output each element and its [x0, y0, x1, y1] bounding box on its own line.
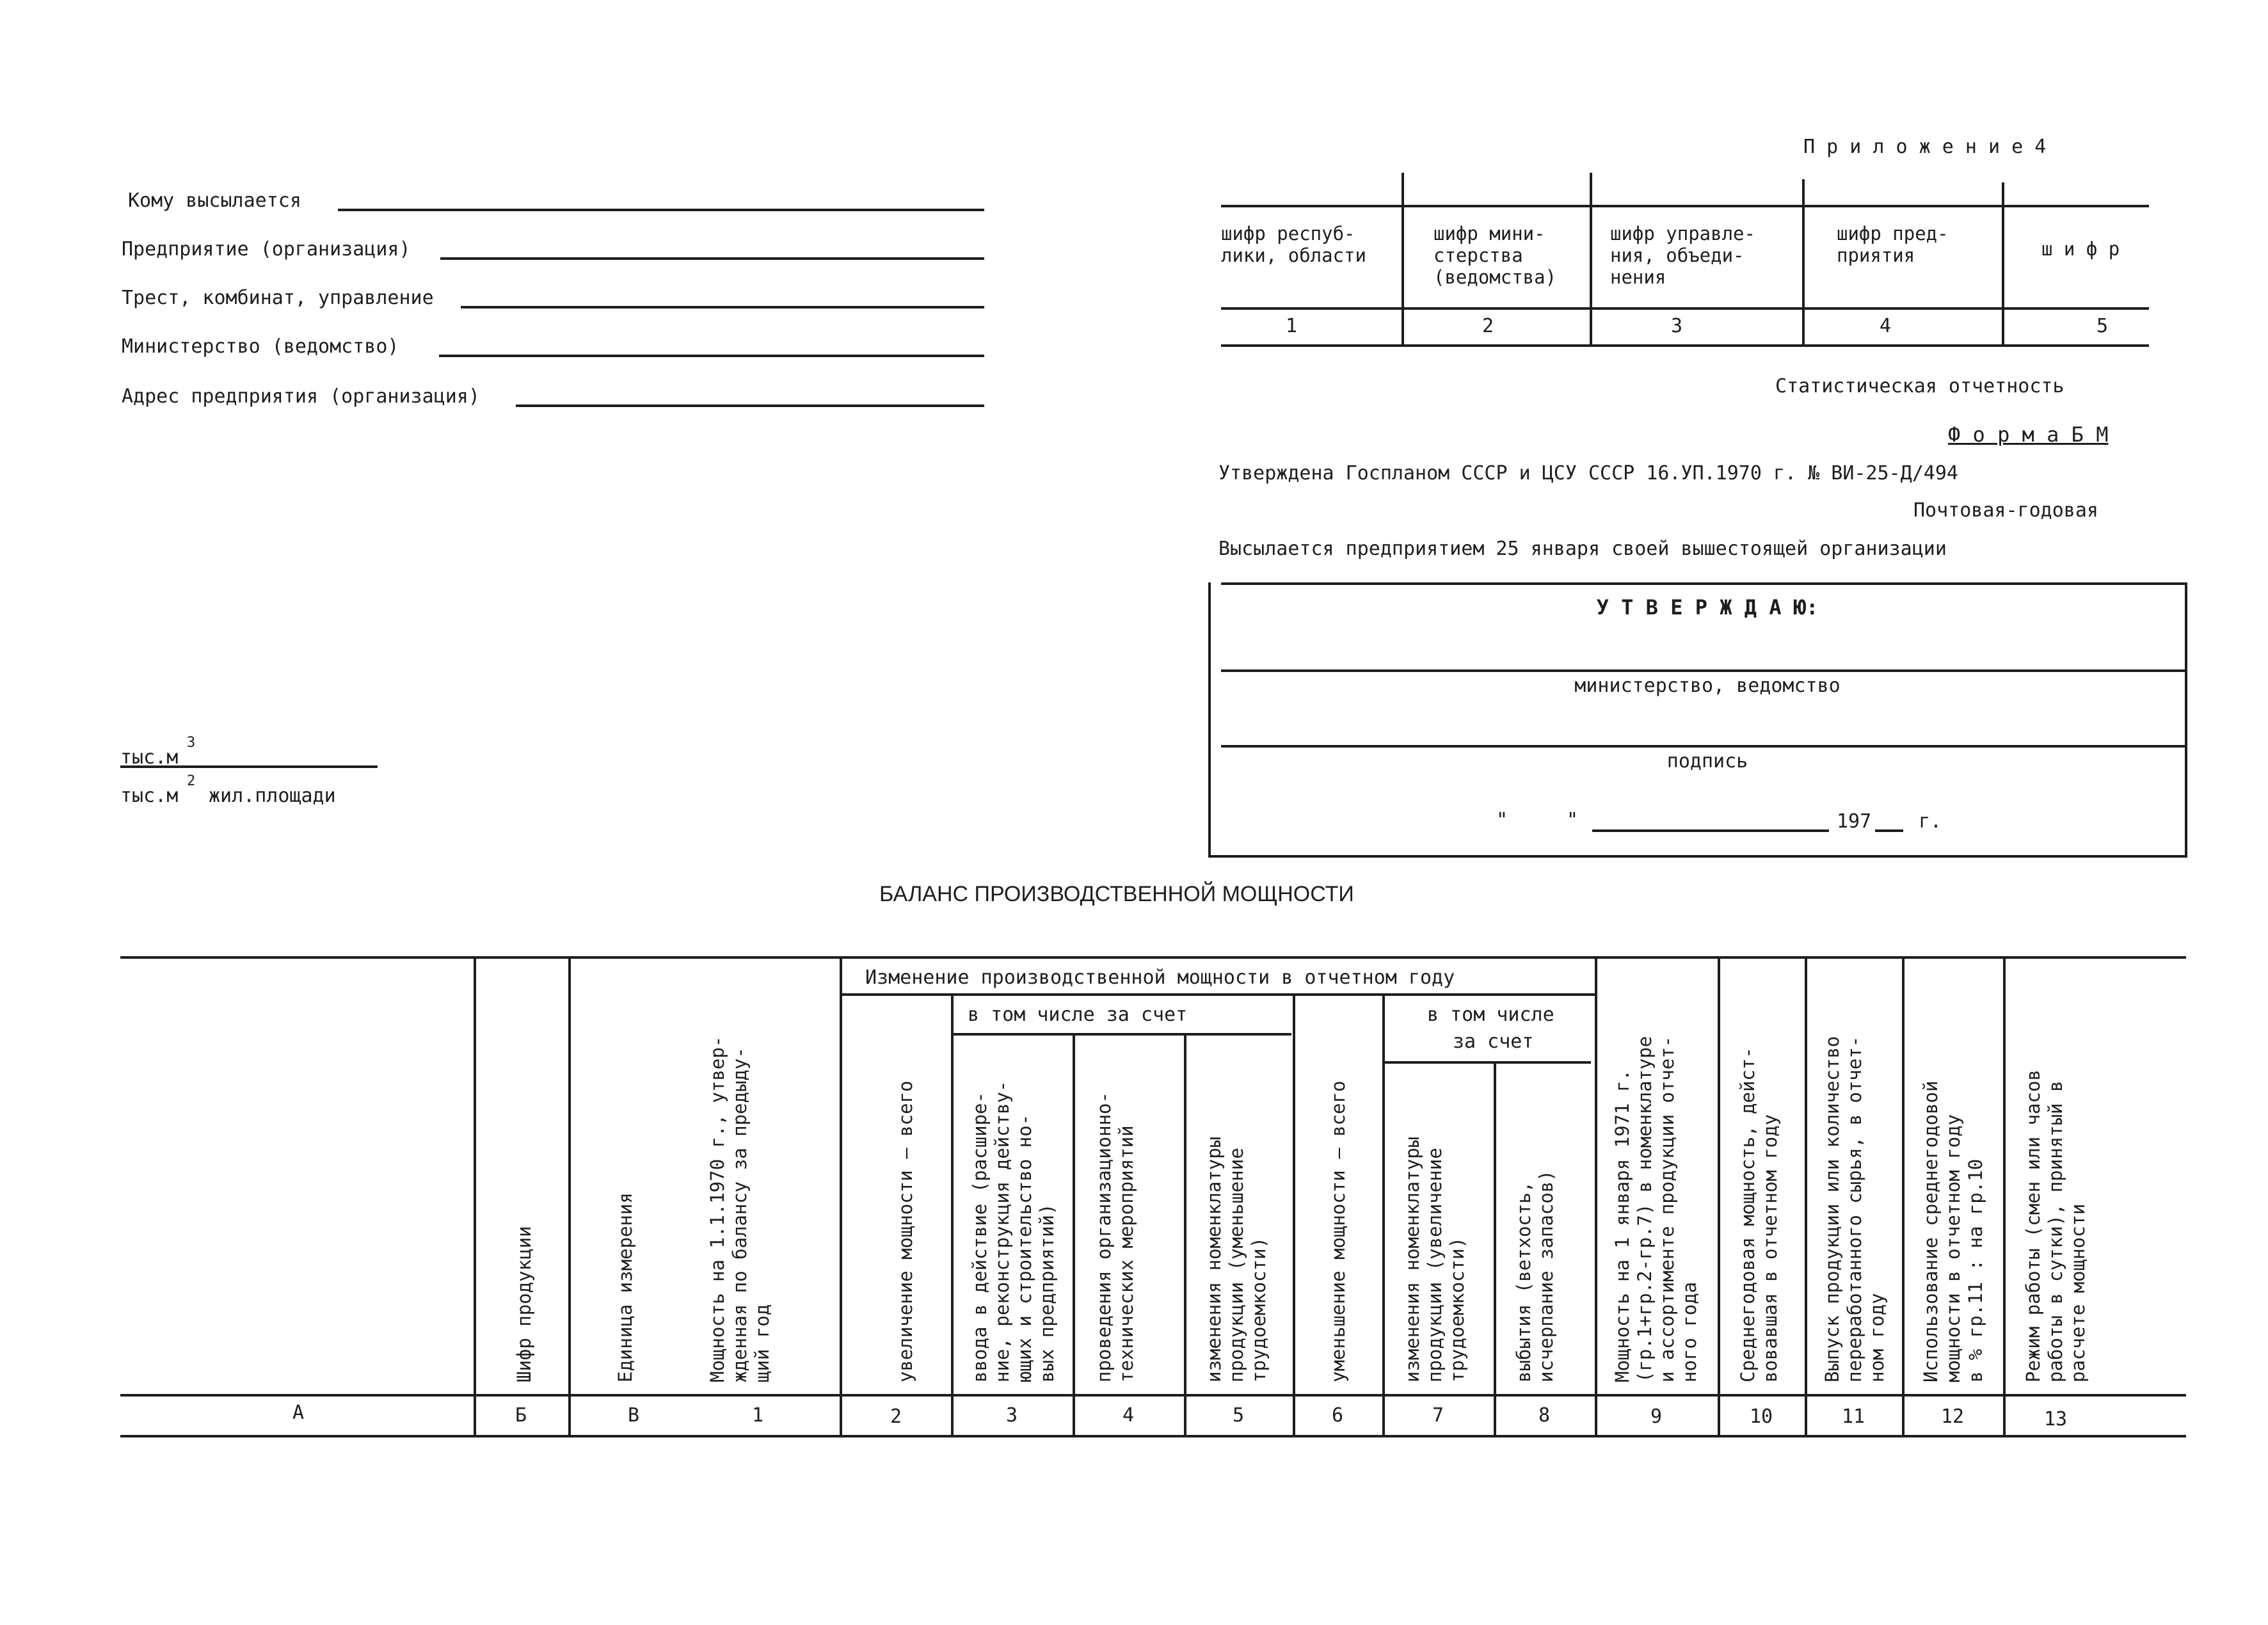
col-number: 3 [1005, 1404, 1018, 1427]
group-header: Изменение производственной мощности в отчетном году [865, 966, 1455, 989]
stat-reporting-label: Статистическая отчетность [1775, 375, 2064, 397]
column-divider [1595, 956, 1597, 1435]
code-header-text: (ведомства) [1433, 266, 1557, 288]
unit-cubic-sup: 3 [187, 735, 196, 751]
codes-table-divider [1590, 173, 1592, 344]
codes-table-mid-line [1221, 307, 2149, 310]
column-divider [1382, 993, 1385, 1435]
field-label-ministry: Министерство (ведомство) [122, 335, 399, 358]
col-number: 11 [1841, 1405, 1865, 1428]
column-divider [1718, 956, 1720, 1435]
periodicity: Почтовая-годовая [1913, 499, 2098, 522]
approval-box-bottom [1208, 855, 2187, 858]
sent-by: Высылается предприятием 25 января своей вышестоящей организации [1218, 538, 1947, 560]
col-header-unit: Единица измерения [614, 1192, 636, 1382]
approval-signature-label: подпись [1666, 750, 1748, 772]
date-year: 197 [1837, 810, 1872, 833]
col-header-retirement: выбытия (ветхость, исчерпание запасов) [1513, 1170, 1557, 1382]
field-line-recipient[interactable] [338, 209, 984, 211]
column-divider [1293, 993, 1295, 1435]
date-quote-open: " [1496, 809, 1508, 831]
code-number: 3 [1670, 315, 1683, 337]
incl-header-2b: за счет [1450, 1030, 1536, 1053]
field-label-recipient: Кому высылается [128, 189, 301, 212]
unit-square: тыс.м [120, 785, 179, 807]
col-header-capacity-end: Мощность на 1 января 1971 г. (гр.1+гр.2-гр.7) в номенклатуре и ассортименте продукции отчет- ного года [1611, 1036, 1700, 1382]
col-number: 8 [1538, 1404, 1551, 1427]
balance-table-bottom-line [120, 1435, 2186, 1437]
approval-ministry-line[interactable] [1221, 669, 2187, 672]
incl-header-1: в том числе за счет [968, 1004, 1188, 1026]
codes-table-top-line [1221, 205, 2149, 207]
col-header-org-measures: проведения организационно- технических мероприятий [1093, 1092, 1137, 1382]
form-name: Ф о р м а Б М [1948, 422, 2109, 447]
code-header-enterprise [1837, 223, 1949, 266]
date-year-suffix: г. [1919, 810, 1942, 833]
column-divider [568, 956, 571, 1435]
col-number: 1 [751, 1404, 764, 1427]
approval-signature-line[interactable] [1221, 745, 2187, 748]
col-header-output: Выпуск продукции или количество переработанного сырья, в отчет- ном году [1821, 1036, 1888, 1382]
unit-line [120, 765, 378, 768]
field-line-address[interactable] [516, 404, 984, 407]
col-number: Б [515, 1404, 527, 1427]
unit-square-sup: 2 [187, 773, 196, 789]
approval-title: У Т В Е Р Ж Д А Ю: [1596, 595, 1819, 620]
code-header-text: стерства [1433, 244, 1523, 266]
approval-box-left [1208, 582, 1211, 856]
code-header-text: шифр респуб- [1221, 223, 1355, 244]
col-number: 4 [1122, 1404, 1135, 1427]
column-divider [1494, 1061, 1496, 1435]
incl-header-2a: в том числе [1427, 1004, 1554, 1026]
balance-table-top-line [120, 956, 2186, 959]
approval-box-right [2185, 582, 2187, 856]
col-header-work-mode: Режим работы (смен или часов работы в сутки), принятый в расчете мощности [2022, 1069, 2089, 1382]
code-header-ministry [1433, 223, 1556, 288]
col-number: 10 [1749, 1405, 1773, 1428]
code-number: 4 [1879, 315, 1892, 337]
code-header-text: лики, области [1221, 244, 1366, 266]
field-label-enterprise: Предприятие (организация) [122, 238, 411, 260]
col-header-nomenclature-dec: изменения номенклатуры продукции (уменьшение трудоемкости) [1203, 1136, 1270, 1382]
main-title: БАЛАНС ПРОИЗВОДСТВЕННОЙ МОЩНОСТИ [879, 882, 1354, 906]
date-quote-close: " [1567, 809, 1579, 831]
col-header-utilization: Использование среднегодовой мощности в отчетном году в % гр.11 : на гр.10 [1920, 1080, 1986, 1382]
column-divider [1184, 1033, 1186, 1435]
code-header-text: приятия [1837, 244, 1915, 266]
field-label-trust: Трест, комбинат, управление [122, 287, 434, 309]
appendix-label: П р и л о ж е н и е 4 [1803, 136, 2047, 158]
code-number: 2 [1481, 315, 1494, 337]
code-header-text: ш и ф р [2041, 238, 2120, 260]
codes-table-divider [1402, 173, 1404, 344]
code-header-text: ния, объеди- [1610, 244, 1745, 266]
codes-table-divider [2002, 182, 2004, 344]
col-number: 7 [1432, 1404, 1444, 1427]
col-number: 2 [890, 1405, 902, 1428]
field-label-address: Адрес предприятия (организация) [122, 385, 480, 408]
field-line-ministry[interactable] [439, 355, 984, 357]
incl-header-1-line [952, 1033, 1291, 1036]
col-number: 12 [1940, 1405, 1965, 1428]
unit-cubic: тыс.м [120, 746, 179, 769]
col-number: 13 [2043, 1408, 2068, 1430]
code-header-text: нения [1610, 266, 1666, 288]
col-number: В [627, 1404, 640, 1427]
column-divider [2003, 956, 2006, 1435]
column-divider [1805, 956, 1807, 1435]
code-number: 5 [2096, 315, 2109, 337]
col-header-avg-capacity: Среднегодовая мощность, дейст- вовавшая в отчетном году [1737, 1047, 1781, 1382]
column-divider [840, 956, 842, 1435]
code-number: 1 [1285, 315, 1298, 337]
field-line-enterprise[interactable] [440, 257, 984, 260]
code-header-republic [1221, 223, 1366, 266]
codes-table-divider [1802, 179, 1805, 344]
field-line-trust[interactable] [461, 306, 984, 308]
col-header-nomenclature-inc: изменения номенклатуры продукции (увеличение трудоемкости) [1402, 1136, 1468, 1382]
code-header-department [1610, 223, 1755, 288]
col-number: 9 [1650, 1405, 1663, 1428]
approval-ministry-label: министерство, ведомство [1574, 675, 1841, 697]
code-header-text: шифр мини- [1433, 223, 1545, 244]
approved-by: Утверждена Госпланом СССР и ЦСУ СССР 16.УП.1970 г. № ВИ-25-Д/494 [1218, 462, 1958, 484]
header-bottom-line [120, 1394, 2186, 1397]
date-month-line[interactable] [1592, 829, 1829, 832]
column-divider [474, 956, 476, 1435]
column-divider [1073, 1033, 1075, 1435]
code-header-code [2041, 238, 2120, 260]
col-header-increase-total: увеличение мощности – всего [895, 1080, 916, 1382]
column-divider [951, 993, 954, 1435]
col-header-capacity-start: Мощность на 1.1.1970 г., утвер- жденная по балансу за предыду- щий год [707, 1036, 773, 1382]
col-header-product-code: Шифр продукции [513, 1226, 535, 1382]
column-divider [1902, 956, 1905, 1435]
unit-square-suffix: жил.площади [209, 785, 336, 807]
incl-header-2-line [1385, 1061, 1591, 1064]
col-header-commissioning: ввода в действие (расшире- ние, реконструкция действу- ющих и строительство но- вых предприятий) [969, 1080, 1058, 1382]
codes-table-bottom-line [1221, 344, 2149, 347]
col-number: 5 [1232, 1404, 1245, 1427]
col-number: 6 [1331, 1404, 1344, 1427]
col-header-decrease-total: уменьшение мощности – всего [1327, 1080, 1349, 1382]
date-year-line[interactable] [1875, 829, 1903, 832]
code-header-text: шифр пред- [1837, 223, 1949, 244]
approval-box-top [1221, 582, 2187, 585]
code-header-text: шифр управле- [1610, 223, 1755, 244]
col-number: А [292, 1402, 305, 1424]
